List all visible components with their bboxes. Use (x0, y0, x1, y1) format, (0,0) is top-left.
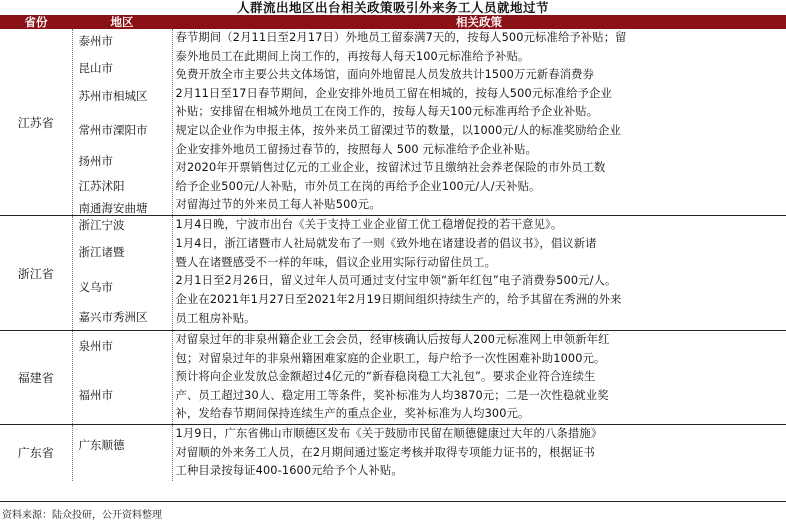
policy-line: 对留泉过年的非泉州籍企业工会会员，经审核确认后按每人200元标准网上申领新年红 (175, 333, 610, 346)
header-policy: 相关政策 (172, 15, 786, 29)
source-note: 资料来源：陆众投研，公开资料整理 (2, 510, 162, 521)
policy-line: 对2020年开票销售过亿元的工业企业，按留沭过节且缴纳社会养老保险的市外员工数 (175, 161, 606, 175)
city-cell (72, 424, 172, 480)
table-row-fujian (0, 331, 786, 425)
province-cell: 浙江省 (0, 216, 72, 331)
city-name: 苏州市相城区 (78, 89, 148, 103)
province-cell: 江苏省 (0, 29, 72, 216)
policy-line: 暨人在诸暨感受不一样的年味，倡议企业用实际行动留住员工。 (175, 255, 497, 269)
city-name: 江苏沭阳 (78, 179, 125, 193)
policy-line: 给予企业500元/人补贴，市外员工在岗的再给予企业100元/人/天补贴。 (175, 179, 541, 193)
table-row-guangdong (0, 424, 786, 480)
table-row-zhejiang (0, 216, 786, 331)
policy-line: 企业安排外地员工留扬过春节的，按照每人 500 元标准给予企业补贴。 (175, 142, 537, 156)
city-name: 浙江宁波 (78, 218, 125, 232)
policy-line: 工种目录按每证400-1600元给予个人补贴。 (175, 464, 403, 478)
city-cell (72, 29, 172, 216)
city-cell (72, 331, 172, 425)
policy-line: 补，发给春节期间保持连续生产的重点企业，奖补标准为人均300元。 (175, 407, 530, 421)
table-bottom-rule (0, 501, 786, 502)
header-region: 地区 (72, 15, 172, 29)
table-row-jiangsu (0, 29, 786, 216)
policy-line: 泰外地员工在此期间上岗工作的，再按每人每天100元标准给予补贴。 (175, 49, 530, 63)
city-name: 福州市 (78, 388, 113, 402)
city-name: 广东顺德 (78, 437, 125, 452)
policy-table (0, 15, 786, 481)
city-name: 常州市溧阳市 (78, 123, 148, 137)
header-row (0, 15, 786, 29)
city-cell (72, 216, 172, 331)
policy-line: 包；对留泉过年的非泉州籍困难家庭的企业职工，每户给予一次性困难补助1000元。 (175, 351, 606, 365)
city-name: 南通海安曲塘 (78, 201, 148, 215)
table-title: 人群流出地区出台相关政策吸引外来务工人员就地过节 (236, 0, 549, 15)
policy-line: 2月1日至2月26日，留义过年人员可通过支付宝申领“新年红包”电子消费券500元/人。 (175, 274, 617, 288)
policy-cell (172, 29, 786, 216)
policy-line: 对留海过节的外来员工每人补贴500元。 (175, 198, 381, 212)
policy-line: 春节期间（2月11日至2月17日）外地员工留泰满7天的，按每人500元标准给予补贴；留 (175, 31, 627, 44)
policy-line: 产、员工超过30人、稳定用工等条件，奖补标准为人均3870元；二是一次性稳就业奖 (175, 388, 609, 402)
policy-line: 预计将向企业发放总金额超过4亿元的“新春稳岗稳工大礼包”。要求企业符合连续生 (175, 370, 596, 384)
city-name: 扬州市 (78, 154, 113, 168)
policy-line: 1月9日，广东省佛山市顺德区发布《关于鼓励市民留在顺德健康过大年的八条措施》 (175, 426, 603, 440)
city-name: 义乌市 (78, 280, 113, 294)
province-cell: 广东省 (0, 424, 72, 480)
policy-line: 规定以企业作为申报主体，按外来员工留溧过节的数量，以1000元/人的标准奖励给企业 (175, 123, 621, 137)
policy-line: 1月4日晚，宁波市出台《关于支持工业企业留工优工稳增促投的若干意见》。 (175, 218, 563, 231)
policy-line: 员工租房补贴。 (175, 311, 256, 325)
city-name: 昆山市 (78, 61, 113, 75)
policy-line: 企业在2021年1月27日至2021年2月19日期间组织持续生产的，给予其留在秀洲的外来 (175, 293, 622, 307)
policy-cell (172, 331, 786, 425)
policy-line: 免费开放全市主要公共文体场馆，面向外地留昆人员发放共计1500万元新春消费券 (175, 68, 595, 82)
policy-line: 对留顺的外来务工人员，在2月期间通过鉴定考核并取得专项能力证书的，根据证书 (175, 445, 595, 459)
city-name: 浙江诸暨 (78, 245, 125, 259)
policy-line: 1月4日，浙江诸暨市人社局就发布了一则《致外地在诸建设者的倡议书》，倡议新诸 (175, 236, 597, 250)
policy-cell (172, 424, 786, 480)
city-name: 泰州市 (78, 34, 113, 48)
province-cell: 福建省 (0, 331, 72, 425)
city-name: 泉州市 (78, 339, 113, 353)
policy-line: 2月11日至17日春节期间，企业安排外地员工留在相城的，按每人500元标准给予企业 (175, 86, 612, 100)
policy-line: 补贴；安排留在相城外地员工在岗工作的，按每人每天100元标准再给予企业补贴。 (175, 105, 599, 119)
header-province: 省份 (0, 15, 72, 29)
policy-cell (172, 216, 786, 331)
city-name: 嘉兴市秀洲区 (78, 310, 148, 324)
